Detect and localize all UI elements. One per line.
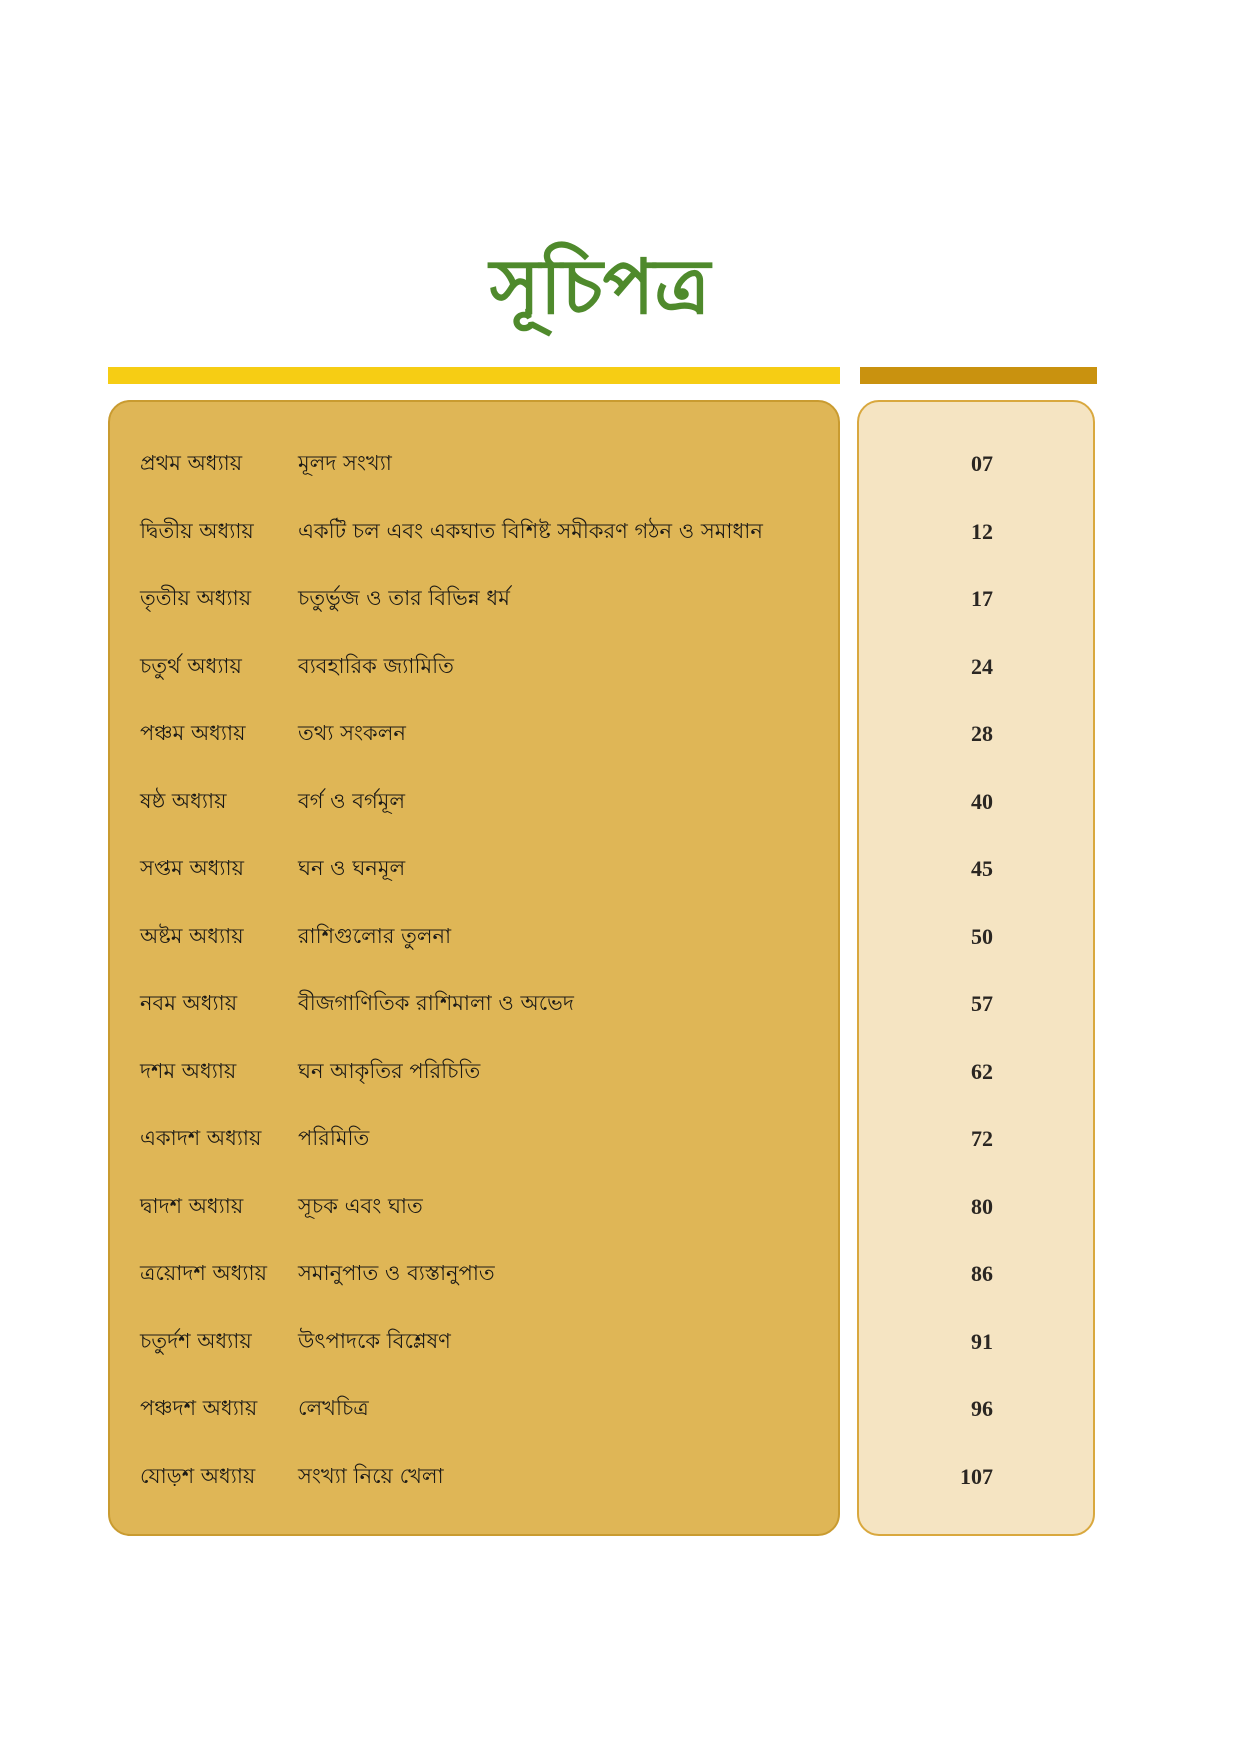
- chapter-label: যোড়শ অধ্যায়: [140, 1463, 256, 1488]
- page-number[interactable]: 28: [971, 721, 993, 746]
- toc-row[interactable]: [110, 1038, 838, 1106]
- chapter-label: অষ্টম অধ্যায়: [140, 923, 244, 948]
- toc-chapters-panel: [108, 400, 840, 1536]
- toc-row[interactable]: [110, 1308, 838, 1376]
- chapter-label: একাদশ অধ্যায়: [140, 1126, 262, 1150]
- toc-row[interactable]: [110, 903, 838, 971]
- toc-row[interactable]: [110, 1375, 838, 1443]
- toc-row[interactable]: [110, 1173, 838, 1241]
- toc-row[interactable]: [110, 498, 838, 566]
- chapter-title: পরিমিতি: [298, 1126, 370, 1150]
- chapter-title: তথ্য সংকলন: [298, 721, 406, 745]
- chapter-label: চতুর্থ অধ্যায়: [140, 653, 242, 678]
- chapter-title: ব্যবহারিক জ্যামিতি: [298, 653, 454, 678]
- chapter-label: তৃতীয় অধ্যায়: [140, 586, 252, 610]
- chapter-label: চতুর্দশ অধ্যায়: [140, 1328, 252, 1353]
- toc-row[interactable]: [110, 565, 838, 633]
- page-number[interactable]: 62: [971, 1058, 993, 1084]
- chapter-label: সপ্তম অধ্যায়: [140, 856, 244, 880]
- divider-bar-yellow: [108, 367, 840, 384]
- chapter-label: ত্রয়োদশ অধ্যায়: [140, 1261, 267, 1285]
- page-number[interactable]: 72: [971, 1126, 993, 1151]
- page-number[interactable]: 07: [971, 451, 993, 476]
- chapter-title: একটি চল এবং একঘাত বিশিষ্ট সমীকরণ গঠন ও সমাধান: [298, 518, 763, 543]
- toc-row[interactable]: [110, 430, 838, 498]
- toc-row[interactable]: [110, 700, 838, 768]
- chapter-label: পঞ্চম অধ্যায়: [140, 721, 246, 745]
- chapter-label: প্রথম অধ্যায়: [140, 451, 243, 475]
- toc-row[interactable]: [110, 768, 838, 836]
- toc-row[interactable]: [110, 1240, 838, 1308]
- chapter-title: উৎপাদকে বিশ্লেষণ: [298, 1328, 451, 1353]
- chapter-label: দ্বাদশ অধ্যায়: [140, 1193, 244, 1218]
- page-number[interactable]: 96: [971, 1396, 993, 1421]
- chapter-label: ষষ্ঠ অধ্যায়: [140, 788, 227, 813]
- toc-row[interactable]: [110, 1105, 838, 1173]
- page-number[interactable]: 86: [971, 1261, 993, 1286]
- page-number[interactable]: 80: [971, 1193, 993, 1219]
- chapter-label: দ্বিতীয় অধ্যায়: [140, 518, 254, 543]
- page-number[interactable]: 24: [971, 653, 993, 679]
- toc-pages-panel: [857, 400, 1095, 1536]
- chapter-title: রাশিগুলোর তুলনা: [298, 923, 452, 948]
- chapter-title: মূলদ সংখ্যা: [298, 451, 392, 475]
- page-title: সূচিপত্র: [489, 242, 711, 331]
- toc-row[interactable]: [110, 835, 838, 903]
- chapter-title: ঘন আকৃতির পরিচিতি: [298, 1058, 481, 1083]
- chapter-title: সূচক এবং ঘাত: [298, 1193, 423, 1218]
- chapter-label: দশম অধ্যায়: [140, 1058, 237, 1083]
- toc-row[interactable]: [110, 633, 838, 701]
- page-number[interactable]: 107: [960, 1463, 993, 1489]
- chapter-label: পঞ্চদশ অধ্যায়: [140, 1396, 258, 1420]
- chapter-title: চতুর্ভুজ ও তার বিভিন্ন ধর্ম: [298, 586, 510, 610]
- page-number[interactable]: 12: [971, 518, 993, 544]
- chapter-title: সমানুপাত ও ব্যস্তানুপাত: [298, 1261, 495, 1285]
- page-number[interactable]: 40: [971, 788, 993, 814]
- chapter-label: নবম অধ্যায়: [140, 991, 238, 1015]
- page-number[interactable]: 45: [971, 856, 993, 881]
- chapter-title: ঘন ও ঘনমূল: [298, 856, 406, 880]
- chapter-title: সংখ্যা নিয়ে খেলা: [298, 1463, 444, 1488]
- toc-row[interactable]: [110, 1443, 838, 1511]
- toc-row[interactable]: [110, 970, 838, 1038]
- page-number[interactable]: 91: [971, 1328, 993, 1354]
- chapter-title: বর্গ ও বর্গমূল: [298, 788, 406, 813]
- chapter-title: বীজগাণিতিক রাশিমালা ও অভেদ: [298, 991, 574, 1015]
- page-number[interactable]: 57: [971, 991, 993, 1016]
- divider-bar-gold: [860, 367, 1097, 384]
- page-number[interactable]: 17: [971, 586, 993, 611]
- chapter-title: লেখচিত্র: [298, 1396, 369, 1420]
- page-number[interactable]: 50: [971, 923, 993, 949]
